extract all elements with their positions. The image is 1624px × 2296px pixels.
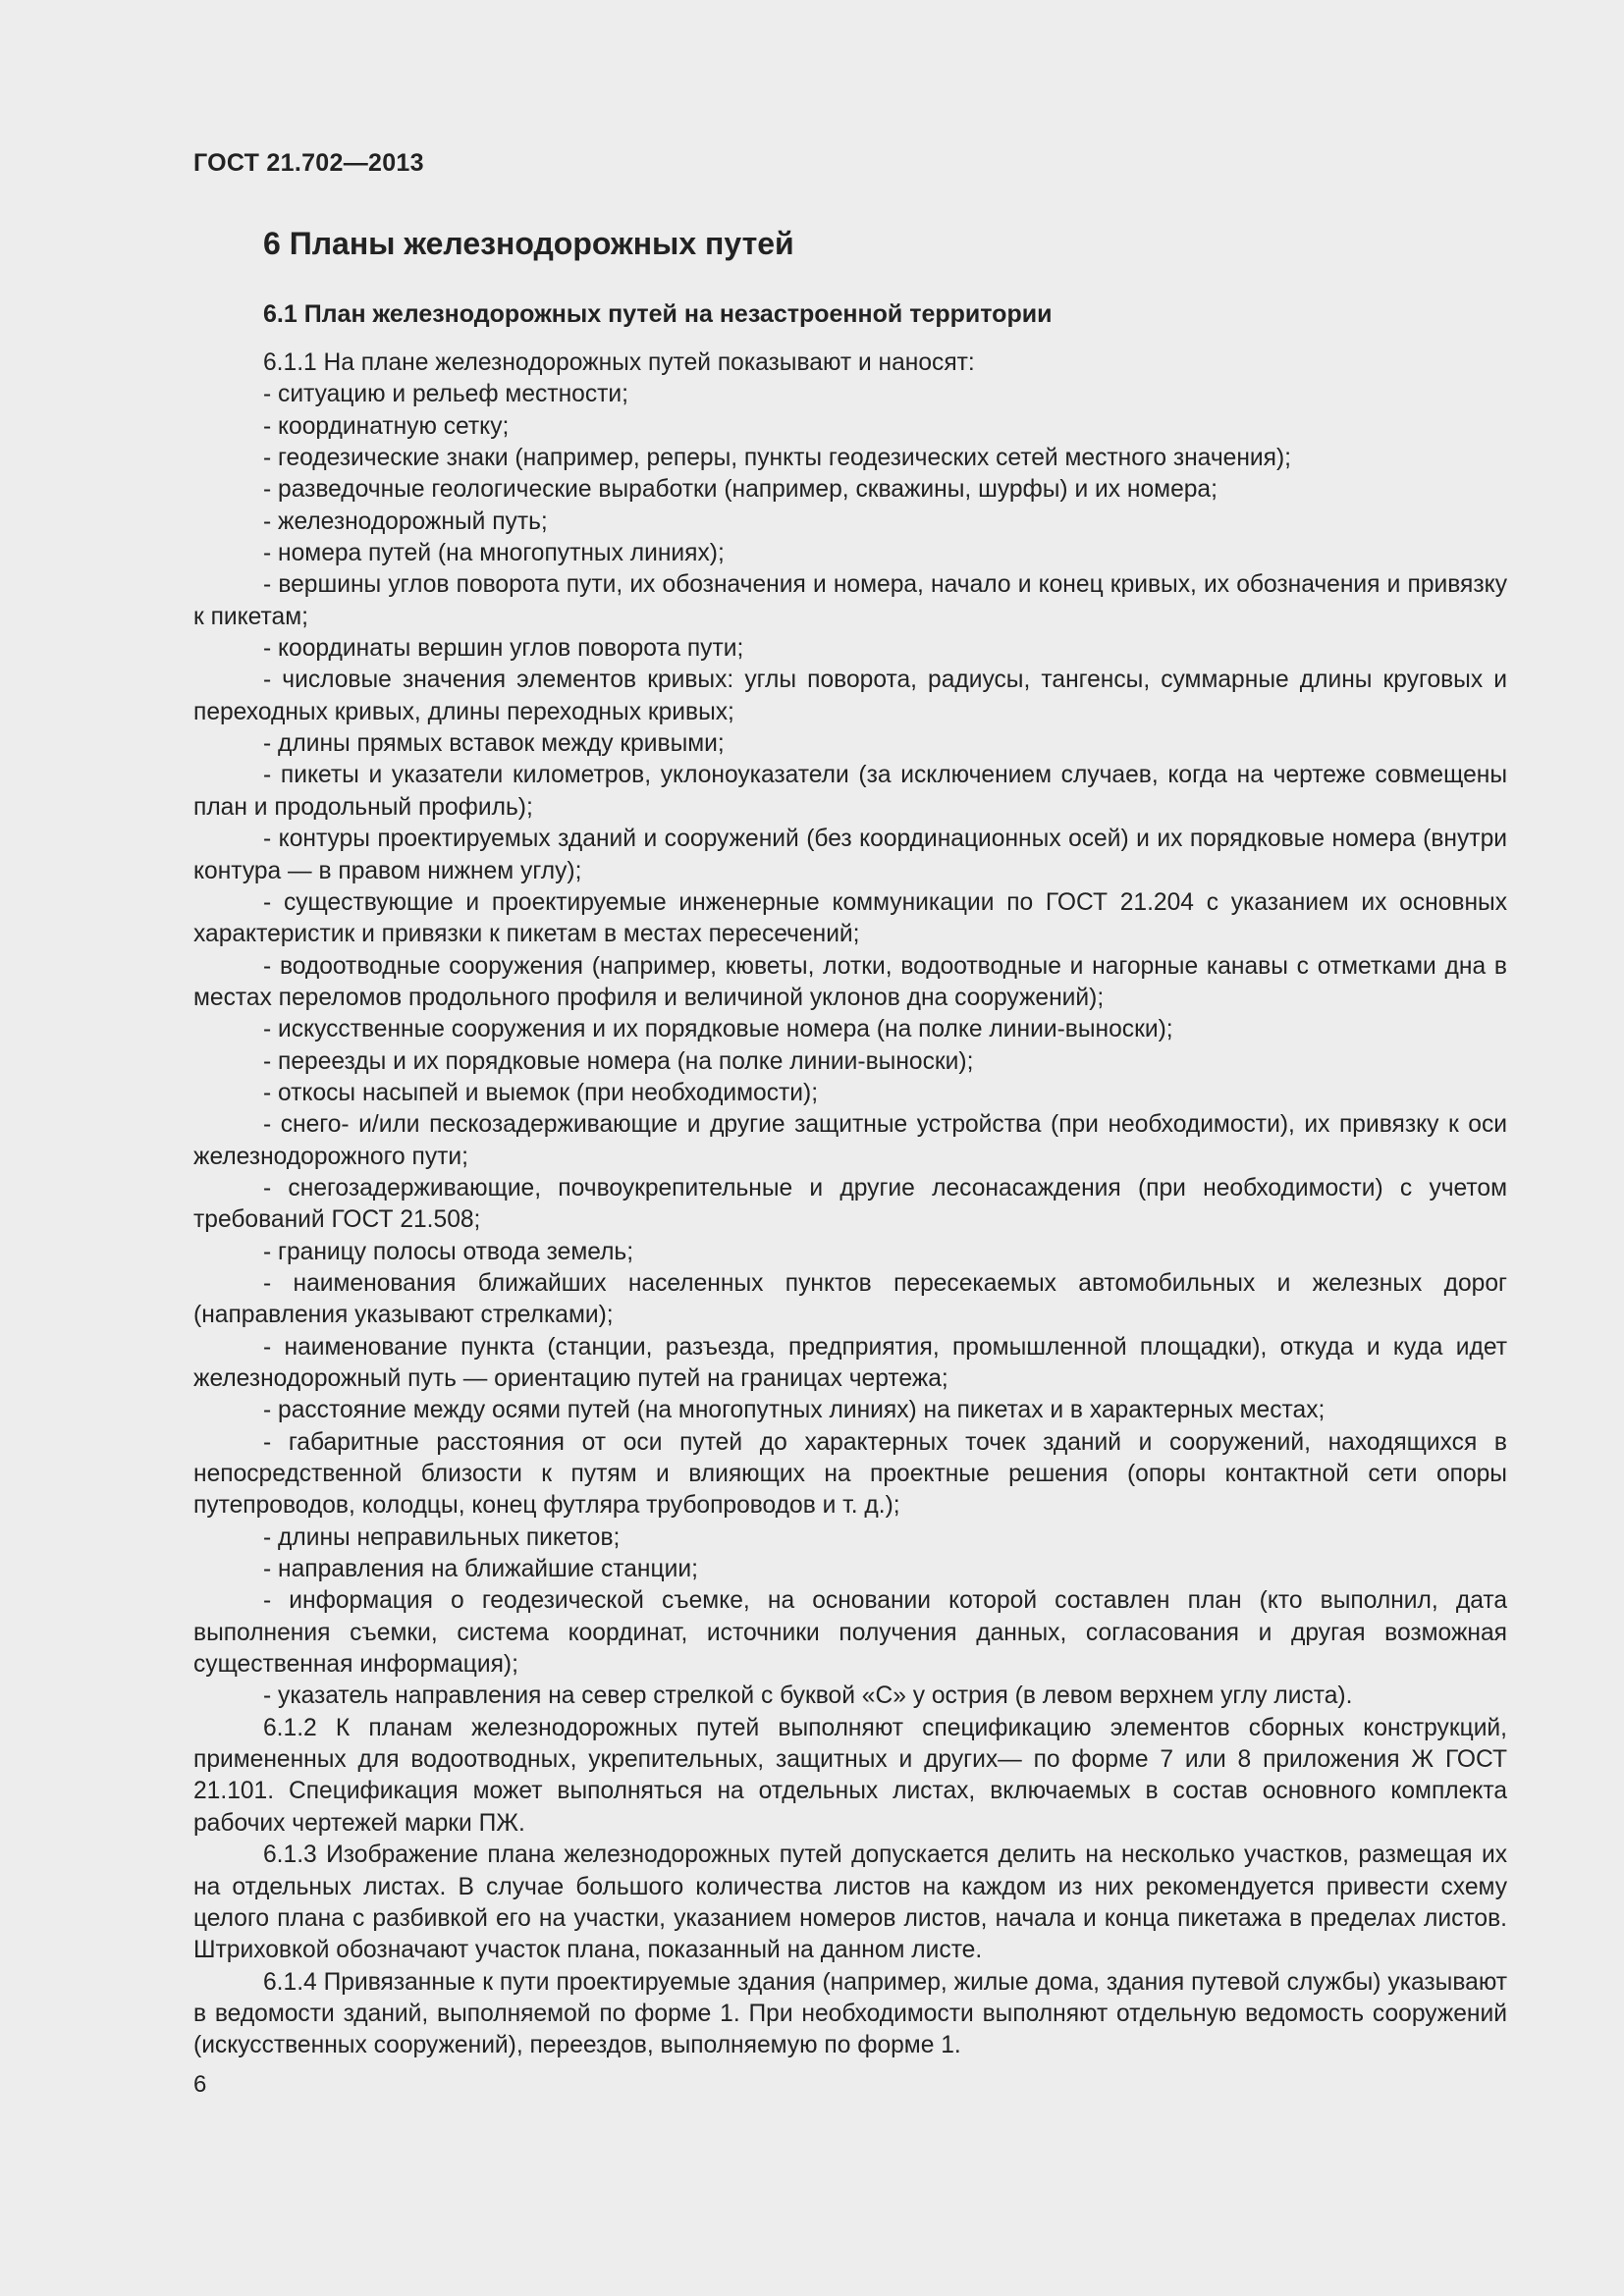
paragraph: 6.1.4 Привязанные к пути проектируемые здания (например, жилые дома, здания путевой службы) указывают в ведомости зданий, выполняемой по форме 1. При необходимости выполняют отдельную ведомость сооружений (искусственных сооружений), переездов, выполняемую по форме 1. <box>193 1968 1507 2059</box>
list-item: - координатную сетку; <box>263 412 510 440</box>
paragraph: 6.1.1 На плане железнодорожных путей показывают и наносят: <box>263 349 975 376</box>
list-item: - водоотводные сооружения (например, кюветы, лотки, водоотводные и нагорные канавы с отметками дна в местах переломов продольного профиля и величиной уклонов дна сооружений); <box>193 952 1507 1011</box>
list-item: - искусственные сооружения и их порядковые номера (на полке линии-выноски); <box>263 1016 1173 1043</box>
list-item: - габаритные расстояния от оси путей до характерных точек зданий и сооружений, находящихся в непосредственной близости к путям и влияющих на проектные решения (опоры контактной сети опоры путепроводов, колодцы, конец футляра трубопроводов и т. д.); <box>193 1428 1507 1520</box>
list-item: - направления на ближайшие станции; <box>263 1556 698 1583</box>
list-item: - длины неправильных пикетов; <box>263 1523 621 1551</box>
list-item: - информация о геодезической съемке, на основании которой составлен план (кто выполнил, дата выполнения съемки, система координат, источники получения данных, согласования и другая возможная существенная информация); <box>193 1587 1507 1679</box>
section-title: 6 Планы железнодорожных путей <box>263 226 794 261</box>
list-item: - длины прямых вставок между кривыми; <box>263 730 725 758</box>
list-item: - координаты вершин углов поворота пути; <box>263 635 744 663</box>
list-item: - переезды и их порядковые номера (на полке линии-выноски); <box>263 1047 974 1075</box>
list-item: - наименование пункта (станции, разъезда, предприятия, промышленной площадки), откуда и куда идет железнодорожный путь — ориентацию путей на границах чертежа; <box>193 1333 1507 1392</box>
paragraph: 6.1.2 К планам железнодорожных путей выполняют спецификацию элементов сборных конструкций, примененных для водоотводных, укрепительных, защитных и других— по форме 7 или 8 приложения Ж ГОСТ 21.101. Спецификация может выполняться на отдельных листах, включаемых в состав основного комплекта рабочих чертежей марки ПЖ. <box>193 1714 1507 1837</box>
list-item: - откосы насыпей и выемок (при необходимости); <box>263 1079 819 1106</box>
list-item: - указатель направления на север стрелкой с буквой «С» у острия (в левом верхнем углу листа). <box>263 1682 1353 1710</box>
document-code-header: ГОСТ 21.702—2013 <box>193 149 424 177</box>
list-item: - номера путей (на многопутных линиях); <box>263 540 725 567</box>
list-item: - границу полосы отвода земель; <box>263 1238 634 1265</box>
list-item: - геодезические знаки (например, реперы, пункты геодезических сетей местного значения); <box>263 445 1291 472</box>
list-item: - существующие и проектируемые инженерные коммуникации по ГОСТ 21.204 с указанием их основных характеристик и привязки к пикетам в местах пересечений; <box>193 888 1507 948</box>
list-item: - снегозадерживающие, почвоукрепительные и другие лесонасаждения (при необходимости) с учетом требований ГОСТ 21.508; <box>193 1174 1507 1234</box>
page-number: 6 <box>193 2071 207 2098</box>
paragraph: 6.1.3 Изображение плана железнодорожных путей допускается делить на несколько участков, размещая их на отдельных листах. В случае большого количества листов на каждом из них рекомендуется привести схему целого плана с разбивкой его на участки, указанием номеров листов, начала и конца пикетажа в пределах листов. Штриховкой обозначают участок плана, показанный на данном листе. <box>193 1842 1507 1964</box>
list-item: - наименования ближайших населенных пунктов пересекаемых автомобильных и железных дорог (направления указывают стрелками); <box>193 1269 1507 1329</box>
list-item: - разведочные геологические выработки (например, скважины, шурфы) и их номера; <box>263 476 1218 504</box>
list-item: - железнодорожный путь; <box>263 507 548 535</box>
list-item: - ситуацию и рельеф местности; <box>263 381 628 408</box>
list-item: - расстояние между осями путей (на многопутных линиях) на пикетах и в характерных местах; <box>263 1397 1326 1424</box>
list-item: - пикеты и указатели километров, уклоноуказатели (за исключением случаев, когда на чертеже совмещены план и продольный профиль); <box>193 762 1507 821</box>
subsection-title: 6.1 План железнодорожных путей на незастроенной территории <box>263 300 1053 328</box>
body-text <box>193 347 1507 2062</box>
list-item: - вершины углов поворота пути, их обозначения и номера, начало и конец кривых, их обозначения и привязку к пикетам; <box>193 571 1507 630</box>
list-item: - контуры проектируемых зданий и сооружений (без координационных осей) и их порядковые номера (внутри контура — в правом нижнем углу); <box>193 826 1507 884</box>
list-item: - снего- и/или пескозадерживающие и другие защитные устройства (при необходимости), их привязку к оси железнодорожного пути; <box>193 1111 1507 1170</box>
list-item: - числовые значения элементов кривых: углы поворота, радиусы, тангенсы, суммарные длины круговых и переходных кривых, длины переходных кривых; <box>193 667 1507 725</box>
